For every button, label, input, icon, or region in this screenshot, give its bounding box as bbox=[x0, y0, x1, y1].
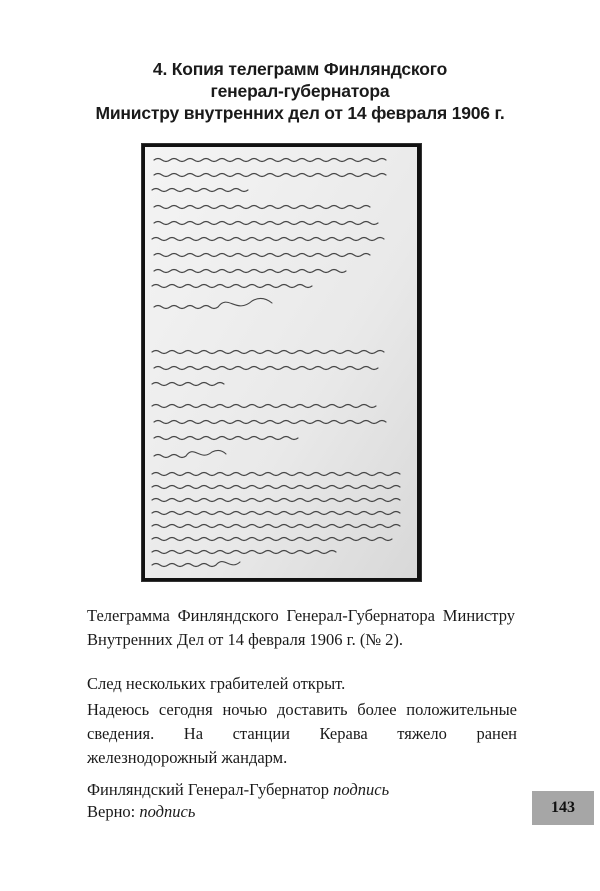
telegram-text-line-1: След нескольких грабителей открыт. bbox=[87, 674, 346, 693]
signature-mark: подпись bbox=[333, 780, 390, 799]
telegram-caption: Телеграмма Финляндского Генерал-Губернатора Министру Внутренних Дел от 14 февраля 1906 г. (№ 2). bbox=[87, 606, 515, 649]
heading-line-1: 4. Копия телеграмм Финляндского bbox=[152, 59, 448, 79]
page-number: 143 bbox=[532, 791, 594, 825]
verified-label: Верно: bbox=[87, 802, 136, 821]
telegram-scan-image bbox=[142, 144, 421, 581]
heading-line-2: генерал-губернатора bbox=[210, 81, 390, 101]
signature-line bbox=[87, 778, 517, 802]
section-heading bbox=[60, 58, 540, 124]
verified-signature-mark: подпись bbox=[139, 802, 196, 821]
heading-line-3: Министру внутренних дел от 14 февраля 1906 г. bbox=[95, 103, 505, 123]
telegram-text-paragraph: Надеюсь сегодня ночью доставить более положительные сведения. На станции Керава тяжело ранен железнодорожный жандарм. bbox=[87, 700, 517, 767]
signature-title: Финляндский Генерал-Губернатор bbox=[87, 780, 329, 799]
verified-line bbox=[87, 800, 517, 824]
